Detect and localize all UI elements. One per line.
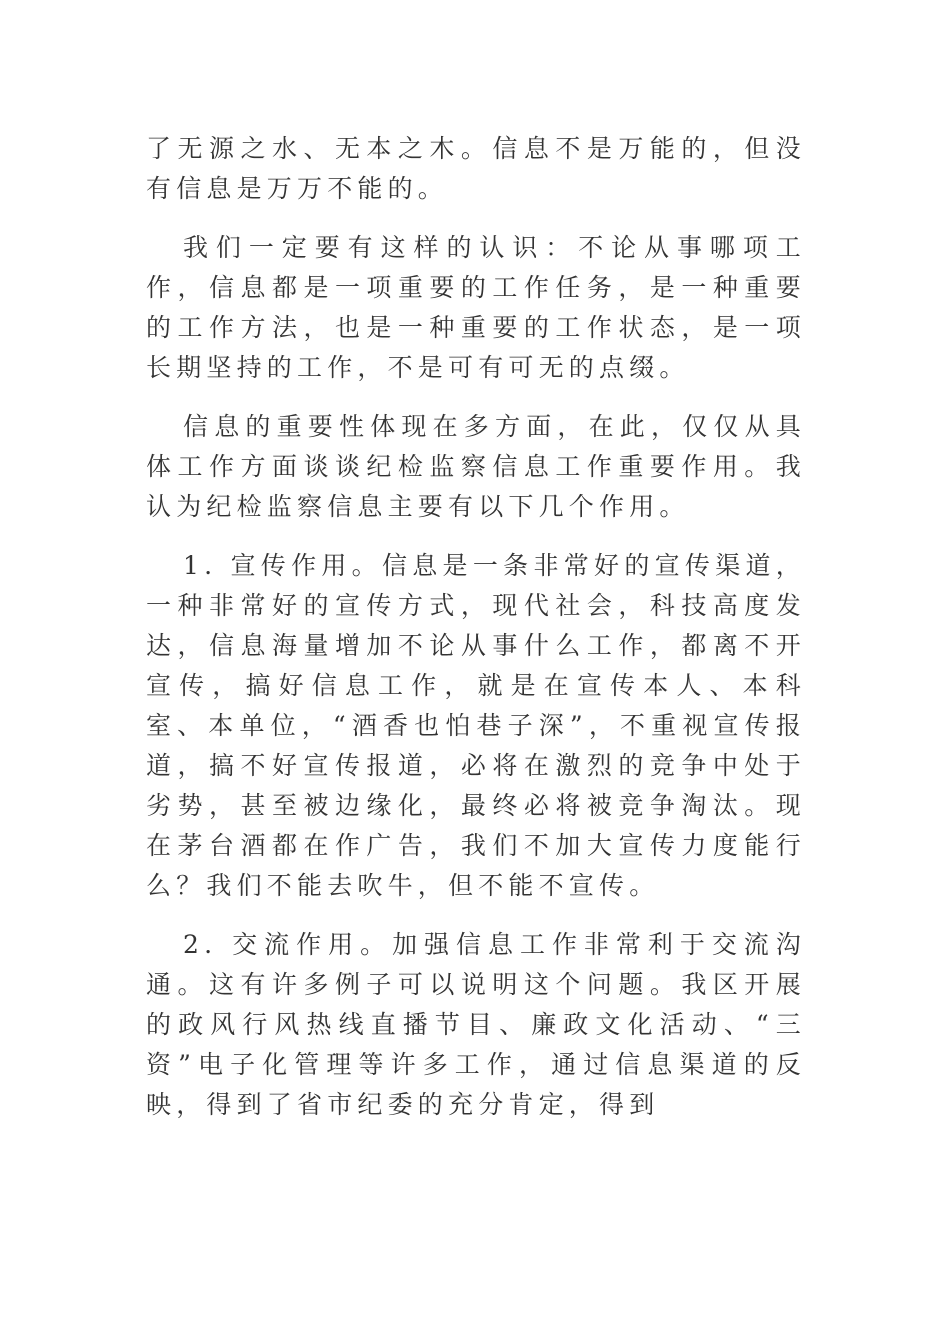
paragraph-text: 加强信息工作非常利于交流沟通。这有许多例子可以说明这个问题。我区开展的政风行风热线直播节目、廉政文化活动、“三资”电子化管理等许多工作，通过信息渠道的反映，得到了省市纪委的充分肯定，得到 [146, 930, 806, 1119]
section-heading-publicity: 1. 宣传作用。 [183, 551, 382, 580]
document-body [146, 129, 806, 1144]
paragraph-3 [146, 407, 806, 527]
section-heading-communication: 2. 交流作用。 [183, 930, 393, 959]
paragraph-text: 信息的重要性体现在多方面，在此，仅仅从具体工作方面谈谈纪检监察信息工作重要作用。我认为纪检监察信息主要有以下几个作用。 [146, 412, 806, 521]
paragraph-1 [146, 129, 806, 209]
paragraph-text: 了无源之水、无本之木。信息不是万能的，但没有信息是万万不能的。 [146, 134, 806, 203]
paragraph-2 [146, 228, 806, 388]
paragraph-5 [146, 925, 806, 1125]
paragraph-4 [146, 546, 806, 906]
paragraph-text: 我们一定要有这样的认识：不论从事哪项工作，信息都是一项重要的工作任务，是一种重要的工作方法，也是一种重要的工作状态，是一项长期坚持的工作，不是可有可无的点缀。 [146, 233, 806, 382]
paragraph-text: 信息是一条非常好的宣传渠道，一种非常好的宣传方式，现代社会，科技高度发达，信息海量增加不论从事什么工作，都离不开宣传，搞好信息工作，就是在宣传本人、本科室、本单位，“酒香也怕巷子深”，不重视宣传报道，搞不好宣传报道，必将在激烈的竞争中处于劣势，甚至被边缘化，最终必将被竞争淘汰。现在茅台酒都在作广告，我们不加大宣传力度能行么？我们不能去吹牛，但不能不宣传。 [146, 551, 806, 900]
